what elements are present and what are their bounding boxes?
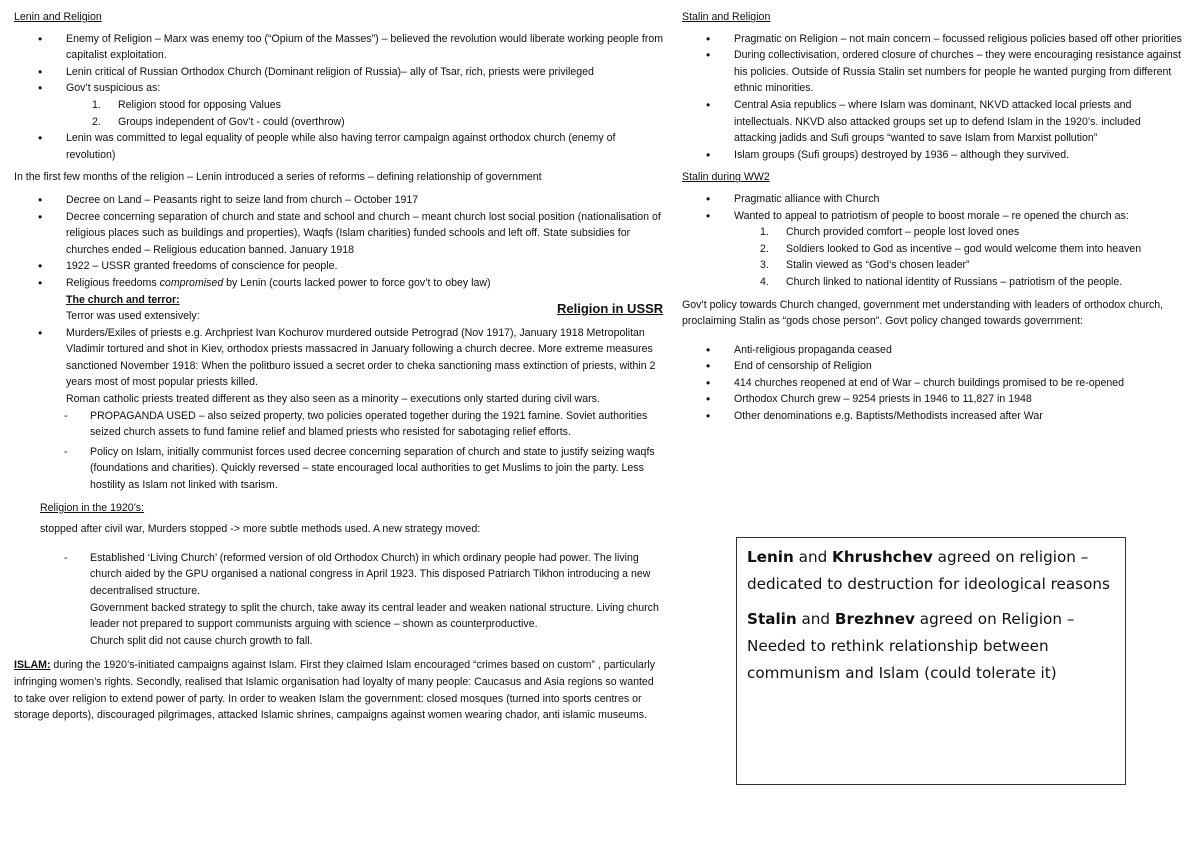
policy-bullets: [682, 342, 1182, 425]
lenin-bullets: [14, 31, 664, 164]
numbered-item: [734, 274, 1182, 291]
connector: and: [796, 610, 835, 628]
islam-text: during the 1920’s-initiated campaigns against Islam. First they claimed Islam encouraged “crimes based on custom” , particularly infringing women’s rights. Secondly, realised that Islamic organisation had loyalty of many people: Caucasus and Asia regions so wanted to take over religion to extend power of party. In order to weaken Islam the government: closed mosques (turned into sports centres or storage deports), discouraged pilgrimages, attacked Islamic shrines, campaigns against women wearing chador, anti islamic museums.: [14, 659, 656, 722]
list-item: • Other denominations e.g. Baptists/Methodists increased after War: [682, 408, 1182, 425]
leader-name: Stalin: [747, 610, 797, 628]
list-item: [14, 80, 664, 130]
freedoms-text-b: by Lenin (courts lacked power to force gov’t to obey law): [223, 276, 491, 289]
leader-name: Khrushchev: [832, 548, 933, 566]
catholic-text: Roman catholic priests treated different as they also seen as a minority – executions only started during civil wars.: [66, 393, 600, 406]
list-item: • Enemy of Religion – Marx was enemy too (“Opium of the Masses”) – believed the revolution would liberate working people from capitalist exploitation.: [14, 31, 664, 64]
summary-box: [736, 537, 1126, 785]
freedoms-text-a: Religious freedoms: [66, 276, 160, 289]
ww2-heading: Stalin during WW2: [682, 171, 770, 184]
item-text: Religion stood for opposing Values: [118, 98, 281, 111]
twenties-line: stopped after civil war, Murders stopped -> more subtle methods used. A new strategy moved:: [40, 523, 481, 536]
summary-text: agreed on Religion – Needed to rethink relationship between communism and Islam (could tolerate it): [747, 610, 1075, 682]
leader-name: Brezhnev: [834, 610, 915, 628]
dash-item: - Policy on Islam, initially communist forces used decree concerning separation of church and state to justify seizing waqfs (foundations and charities). Quickly reversed – state encouraged local authorities to get Muslims to join the party. Less hostility as Islam not linked with tsarism.: [14, 444, 664, 494]
stalin-bullets: [682, 31, 1182, 164]
twenties-dash-list: [14, 550, 664, 650]
list-item: • End of censorship of Religion: [682, 358, 1182, 375]
list-item: [682, 208, 1182, 291]
twenties-heading: Religion in the 1920’s:: [40, 501, 145, 514]
numbered-item: [734, 257, 1182, 274]
list-item: • Orthodox Church grew – 9254 priests in 1946 to 11,827 in 1948: [682, 391, 1182, 408]
connector: and: [793, 548, 833, 566]
list-item: • 414 churches reopened at end of War – church buildings promised to be re-opened: [682, 375, 1182, 392]
item-number: 4.: [760, 275, 769, 288]
reforms-intro: In the first few months of the religion – Lenin introduced a series of reforms – defining relationship of government: [14, 171, 542, 184]
numbered-item: [66, 97, 664, 114]
list-item: • Anti-religious propaganda ceased: [682, 342, 1182, 359]
list-item: • Islam groups (Sufi groups) destroyed by 1936 – although they survived.: [682, 147, 1182, 164]
list-item: • Decree concerning separation of church and state and school and church – meant church lost social position (nationalisation of religious places such as buildings and properties), Waqfs (Islam charities) funded schools and left off. State subsidies for churches ended – Religious education banned. January 1918: [14, 209, 664, 259]
terror-dash-list: [14, 408, 664, 494]
islam-label: ISLAM:: [14, 659, 51, 672]
list-item: • Lenin was committed to legal equality of people while also having terror campaign against orthodox church (enemy of revolution): [14, 130, 664, 163]
stalin-heading: Stalin and Religion: [682, 11, 771, 23]
list-item: • 1922 – USSR granted freedoms of conscience for people.: [14, 258, 664, 275]
item-text: Soldiers looked to God as incentive – god would welcome them into heaven: [786, 242, 1142, 255]
leader-name: Lenin: [747, 548, 794, 566]
policy-paragraph: Gov’t policy towards Church changed, government met understanding with leaders of orthodox church, proclaiming Stalin as “gods chose person”. Govt policy changed towards government:: [682, 298, 1164, 328]
list-item: • Pragmatic on Religion – not main concern – focussed religious policies based off other priorities: [682, 31, 1182, 48]
list-item: • Lenin critical of Russian Orthodox Church (Dominant religion of Russia)– ally of Tsar, rich, priests were privileged: [14, 64, 664, 81]
terror-heading: The church and terror:: [66, 293, 180, 306]
item-text: Stalin viewed as “God’s chosen leader”: [786, 259, 970, 272]
item-number: 2.: [92, 115, 101, 128]
item-text: Groups independent of Gov’t - could (overthrow): [118, 115, 345, 128]
terror-bullets: [14, 325, 664, 408]
church-split-text: Church split did not cause church growth to fall.: [90, 634, 313, 647]
list-item: • During collectivisation, ordered closure of churches – they were encouraging resistance against his policies. Outside of Russia Stalin set numbers for people he wanted purging from different ethnic minorities.: [682, 47, 1182, 97]
freedoms-emphasis: compromised: [159, 276, 224, 289]
summary-text: agreed on religion – dedicated to destruction for ideological reasons: [747, 548, 1110, 593]
left-column: [14, 9, 664, 724]
lenin-heading: Lenin and Religion: [14, 11, 102, 23]
summary-lenin-khrushchev: [747, 544, 1115, 598]
living-church-text: - Established ‘Living Church’ (reformed version of old Orthodox Church) in which ordinary people had power. The living church aided by the GPU organised a national congress in April 1923. This disposed Patriarch Tikhon introducing a new decentralised structure.: [90, 551, 651, 597]
numbered-item: [734, 224, 1182, 241]
numbered-item: [66, 114, 664, 131]
numbered-item: [734, 241, 1182, 258]
item-number: 2.: [760, 242, 769, 255]
list-item: • Pragmatic alliance with Church: [682, 191, 1182, 208]
item-number: 1.: [760, 226, 769, 239]
right-column: [682, 9, 1182, 431]
list-item: • Decree on Land – Peasants right to seize land from church – October 1917: [14, 192, 664, 209]
item-text: Church provided comfort – people lost loved ones: [786, 226, 1020, 239]
numbered-list: [734, 224, 1182, 290]
list-item: [14, 275, 664, 292]
terror-line: Terror was used extensively:: [66, 310, 200, 323]
list-item-text: Wanted to appeal to patriotism of people to boost morale – re opened the church as:: [734, 209, 1129, 222]
list-item: [14, 325, 664, 408]
numbered-list: [66, 97, 664, 130]
dash-item: - PROPAGANDA USED – also seized property, two policies operated together during the 1921 famine. Soviet authorities seized church assets to fund famine relief and blamed priests who resisted for sabotaging relief efforts.: [14, 408, 664, 441]
item-number: 1.: [92, 98, 101, 111]
list-item-text: Gov’t suspicious as:: [66, 82, 161, 95]
split-strategy-text: Government backed strategy to split the church, take away its central leader and weaken national structure. Living church leader not prepared to support communists arguing with science – shown as counterproductive.: [90, 601, 659, 631]
list-item: • Central Asia republics – where Islam was dominant, NKVD attacked local priests and intellectuals. NKVD also attacked groups set up to defend Islam in the 1920’s. included attacking jadids and Sufi groups “wanted to save Islam from Marxist pollution”: [682, 97, 1182, 147]
summary-stalin-brezhnev: [747, 606, 1115, 687]
islam-paragraph: [14, 657, 664, 723]
murders-text: • Murders/Exiles of priests e.g. Archpriest Ivan Kochurov murdered outside Petrograd (Nov 1917), January 1918 Metropolitan Vladimir tortured and shot in Kiev, orthodox priests massacred in January following a church decree. More extreme measures sanctioned November 1918: When the politburo issued a secret order to cheka sanctioning mass extinction of priests, within 2 years most of most popular priests killed.: [66, 326, 656, 389]
item-number: 3.: [760, 259, 769, 272]
item-text: Church linked to national identity of Russians – patriotism of the people.: [786, 275, 1123, 288]
page-title: Religion in USSR: [557, 301, 664, 316]
ww2-bullets: [682, 191, 1182, 291]
reform-bullets: [14, 192, 664, 292]
dash-item: [14, 550, 664, 650]
